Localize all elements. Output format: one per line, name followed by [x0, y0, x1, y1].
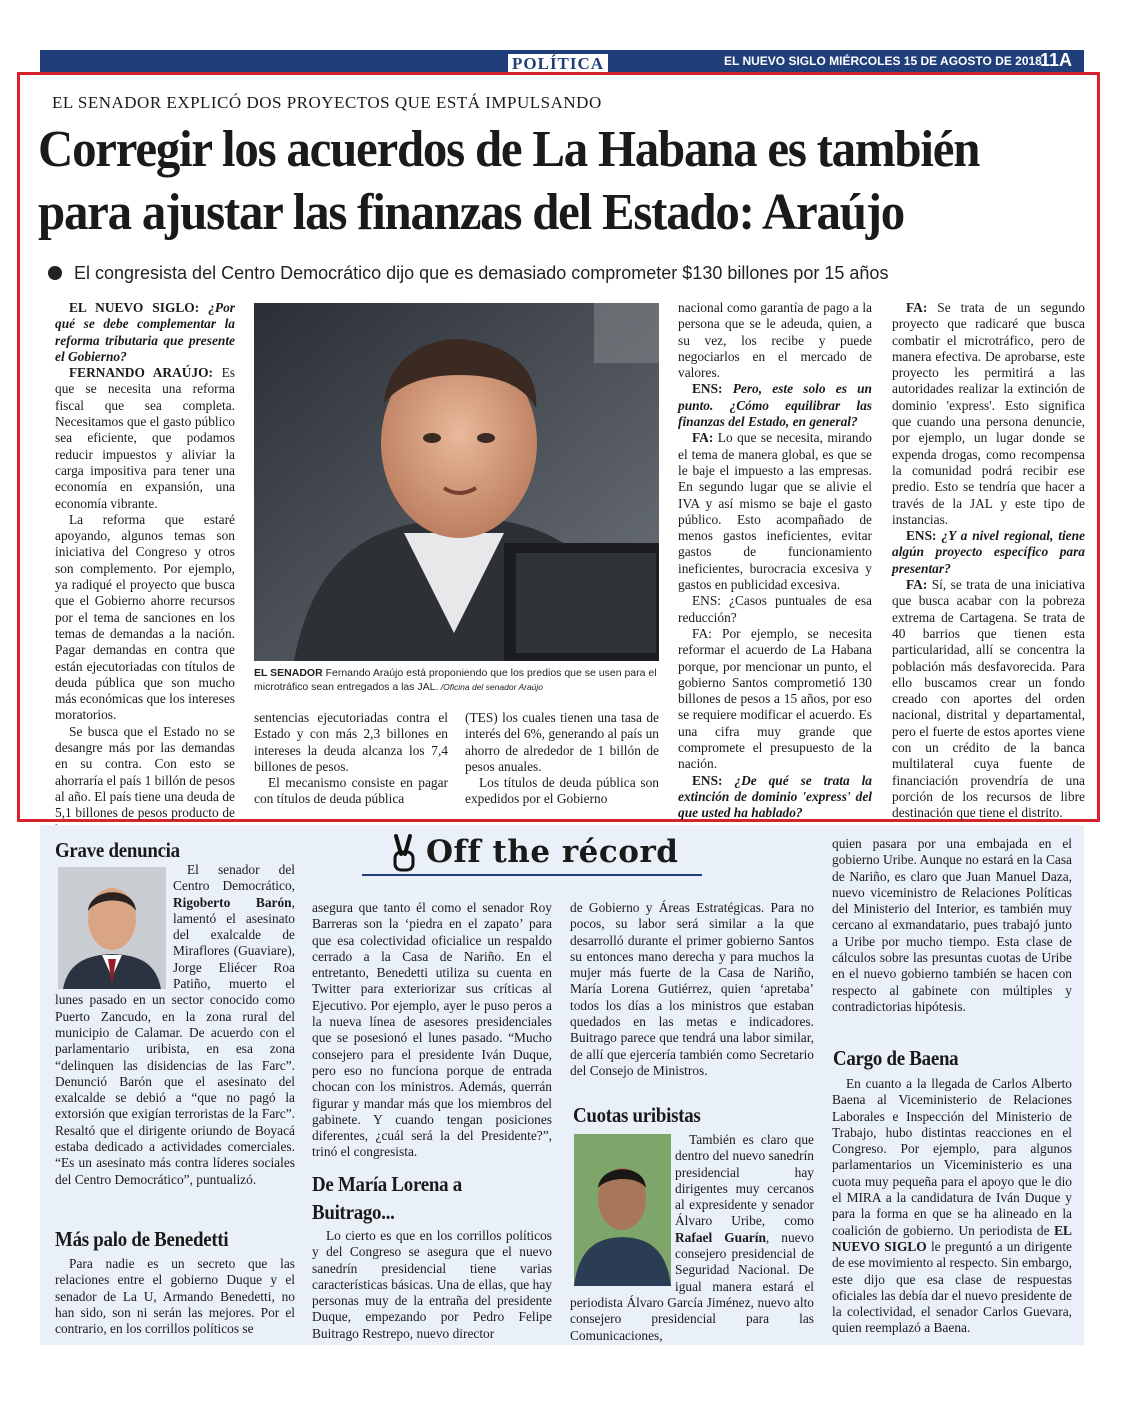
- paragraph: [55, 724, 235, 838]
- maria-lorena-body: [312, 1228, 552, 1340]
- newspaper-name: EL NUEVO SIGLO: [832, 1222, 1072, 1254]
- speaker-label: FA:: [692, 430, 718, 446]
- cuotas-uribistas-heading: Cuotas uribistas: [573, 1103, 701, 1127]
- paragraph: Lo cierto es que en los corrillos políticos y del Congreso se asegura que el nuevo sanedrín presidencial tiene varias características básicas. Una de ellas, que hay personas muy de la entraña del presidente Duque, empezando por Pedro Felipe Buitrago Restrepo, nuevo director: [312, 1228, 552, 1341]
- grave-denuncia-body: [55, 862, 295, 1187]
- paragraph: [55, 365, 235, 512]
- paragraph: de Gobierno y Áreas Estratégicas. Para no pocos, su labor será similar a la que desarrolló durante el primer gobierno Santos su entonces mano derecha y para muchos la mujer más fuerte de la Casa de Nariño, María Lorena Gutiérrez, quien ‘apretaba’ todos los días a los ministros que estaban quedados en las metas e indicadores. Buitrago parece que tendrá una labor similar, de allí que ejercería también como Secretario del Consejo de Ministros.: [570, 900, 814, 1078]
- speaker-label: FA:: [906, 577, 932, 593]
- benedetti-body-cont: [312, 900, 552, 1160]
- paragraph: (TES) los cuales tienen una tasa de interés del 6%, generando al país un ahorro de alrededor de 1 billón de pesos anuales.: [465, 710, 659, 774]
- paragraph: asegura que tanto él como el senador Roy Barreras son la ‘piedra en el zapato’ para que esa colectividad oficialice un respaldo cerrado a la Casa de Nariño. En el entretanto, Benedetti utiliza su cuenta en Twitter para exteriorizar sus críticas al Ejecutivo. Por ejemplo, ayer le puso peros a la nueva línea de asesores presidenciales que se posesionó el lunes pasado. “Mucho consejero para el presidente Iván Duque, pero eso no funciona porque de entrada chocan con los ministros. Además, querrán figurar y mandar más que los miembros del gabinete. Y cuando tengan posiciones diferentes, ¿cuál será la del Presidente?”, trinó el congresista.: [312, 900, 552, 1160]
- question: ¿Y a nivel regional, tiene algún proyecto específico para presentar?: [892, 528, 1085, 576]
- answer: Es que se necesita una reforma fiscal que sea completa. Necesitamos que el gasto público sea eficiente, que podamos reducir impuestos y aliviar la carga impositiva para tener una economía en expansión, una economía vibrante.: [55, 365, 235, 511]
- grave-denuncia-heading: Grave denuncia: [55, 838, 180, 862]
- peace-hand-icon: [390, 834, 418, 877]
- section-label: POLÍTICA: [508, 54, 608, 74]
- dateline: EL NUEVO SIGLO MIÉRCOLES 15 DE AGOSTO DE 2018: [724, 54, 1042, 68]
- paragraph: [678, 381, 872, 430]
- paragraph: [678, 626, 872, 773]
- text: En cuanto a la llegada de Carlos Alberto Baena al Viceministerio de Relaciones Laborales e Inspección del Ministerio de Trabajo, hubo distintas reacciones en el Congreso. Por ejemplo, para algunos parlamentarios un Viceministerio es una cuota muy pequeña para el apoyo que le dio el MIRA a la candidatura de Iván Duque y para la forma en que se ha alineado en la coalición de gobierno. Un periodista de: [832, 1076, 1072, 1238]
- answer: Sí, se trata de una iniciativa que busca acabar con la pobreza extrema de Cartagena. Se trata de 40 barrios que tienen esta particularidad, allí se concentra la población más desfavorecida. Para ello buscamos crear un fondo creado con aportes del orden nacional, distrital y departamental, pero el fuerte de estos aportes viene con un crédito de la banca multilateral cuya fuente de financiación provendría de una porción de los recursos de libre destinación que tiene el distrito.: [892, 577, 1085, 821]
- text: También es claro que dentro del nuevo sanedrín presidencial hay dirigentes muy cercanos al expresidente y senador Álvaro Uribe, como: [675, 1132, 814, 1229]
- answer: FA: Por ejemplo, se necesita reformar el acuerdo de La Habana porque, por mencionar un punto, el gobierno Santos comprometió 130 billones de pesos a 15 años, por eso se requiere modificar el acuerdo. Es una cifra muy grande que compromete el presupuesto de la nación.: [678, 625, 872, 772]
- answer: Se trata de un segundo proyecto que radicaré que busca combatir el microtráfico, pero de manera efectiva. De aprobarse, este proyecto les permitirá a las autoridades realizar la extinción de dominio 'express'. Esto significa que cuando una persona denuncie, por ejemplo, un lugar donde se expenda drogas, como recompensa la comunidad podrá recibir ese predio. Esto se tendría que hacer a través de la JAL y este tipo de instancias.: [892, 300, 1085, 527]
- text: le preguntó a un dirigente de ese movimiento al respecto. Sin embargo, este dijo que esa clase de respuestas oficiales las debía dar el nuevo presidente de la colectividad, el senador Carlos Guevara, quien reemplazó a Baena.: [832, 1238, 1072, 1336]
- title-rule: [362, 874, 702, 876]
- paragraph: [832, 1076, 1072, 1337]
- benedetti-body: [55, 1256, 295, 1338]
- speaker-label: FERNANDO ARAÚJO:: [69, 365, 222, 381]
- paragraph: Los títulos de deuda pública son expedidos por el Gobierno: [465, 775, 659, 807]
- subhead: [48, 263, 888, 284]
- off-the-record-title: Off the récord: [426, 834, 679, 870]
- subhead-text: El congresista del Centro Democrático dijo que es demasiado comprometer $130 billones por 15 años: [74, 263, 889, 283]
- article-column-5: [892, 300, 1085, 821]
- caption-lead: EL SENADOR: [254, 667, 323, 679]
- page-number: 11A: [1040, 50, 1073, 70]
- answer: Se busca que el Estado no se desangre más por las demandas en su contra. Con esto se ahorraría el país 1 billón de pesos al año. El país tiene una deuda de 5,1 billones de pesos producto de: [55, 723, 235, 821]
- rafael-guarin-name: Rafael Guarín: [675, 1229, 766, 1245]
- speaker-label: FA:: [906, 300, 938, 315]
- speaker-label: ENS:: [692, 381, 733, 397]
- paragraph: Para nadie es un secreto que las relaciones entre el gobierno Duque y el senador de La U, Armando Benedetti, no han sido, son ni serán las mejores. Por el contrario, en los corrillos políticos se: [55, 1256, 295, 1337]
- paragraph: [678, 773, 872, 822]
- paragraph: [892, 577, 1085, 821]
- rigoberto-baron-name: Rigoberto Barón: [173, 894, 292, 910]
- text: , lamentó el asesinato del exalcalde de Miraflores (Guaviare), Jorge Eliécer Roa Patiño, muerto el lunes pasado en un sector conocido como Puerto Zancudo, en la zona rural del municipio de Calamar. De acuerdo con el parlamentario uribista, en esa zona “delinquen las disidencias de las Farc”. Denunció Barón que el asesinato del exalcalde se debió a “que no pagó la extorsión que exigían terroristas de la Farc”. Resaltó que el dirigente oriundo de Boyacá estaba dedicado a actividades comerciales. “Es un asesinato más contra líderes sociales del Centro Democrático”, puntualizó.: [55, 894, 295, 1187]
- bullet-icon: [48, 266, 62, 280]
- paragraph: [892, 528, 1085, 577]
- article-column-3: [465, 710, 659, 810]
- caption-text: Fernando Araújo está proponiendo que los predios que se usen para el microtráfico sean entregados a las JAL.: [254, 667, 657, 693]
- benedetti-heading: Más palo de Benedetti: [55, 1227, 229, 1251]
- answer: nacional como garantía de pago a la persona que se le adeuda, quien, a su vez, los recibe y puede negociarlos en el mercado de valores.: [678, 300, 872, 381]
- speaker-label: EL NUEVO SIGLO:: [69, 300, 209, 315]
- paragraph: [678, 300, 872, 381]
- article-column-2: [254, 710, 448, 810]
- kicker: EL SENADOR EXPLICÓ DOS PROYECTOS QUE ESTÁ IMPULSANDO: [52, 93, 602, 112]
- cargo-baena-heading: Cargo de Baena: [833, 1046, 959, 1070]
- cuotas-uribistas-body: [570, 1132, 814, 1342]
- cuotas-uribistas-body-cont: [832, 836, 1072, 1036]
- article-column-4: [678, 300, 872, 821]
- answer: La reforma que estaré apoyando, algunos temas son iniciativa del Congreso y otros son complemento. Por ejemplo, ya radiqué el proyecto que busca que el Gobierno ahorre recursos por el tema de sanciones en los temas de demandas a la nación. Pagar demandas en contra que están ejecutoriadas con títulos de deuda pública que son mucho más económicas que los intereses moratorios.: [55, 511, 235, 723]
- paragraph: El mecanismo consiste en pagar con títulos de deuda pública: [254, 775, 448, 807]
- photo-caption: [254, 666, 659, 694]
- text: El senador del Centro Democrático,: [173, 862, 295, 894]
- paragraph: [678, 593, 872, 626]
- paragraph: [892, 300, 1085, 528]
- paragraph: [678, 430, 872, 593]
- paragraph: sentencias ejecutoriadas contra el Estado y con más 2,3 billones en intereses la deuda alcanza los 7,4 billones de pesos.: [254, 710, 448, 774]
- speaker-label: ENS:: [906, 528, 942, 544]
- article-column-1: [55, 300, 235, 821]
- question: ¿Por qué se debe complementar la reforma tributaria que presente el Gobierno?: [55, 300, 235, 364]
- paragraph: [55, 300, 235, 365]
- question: ¿De qué se trata la extinción de dominio 'express' del que usted ha hablado?: [678, 772, 872, 821]
- question: Pero, este solo es un punto. ¿Cómo equilibrar las finanzas del Estado, en general?: [678, 381, 872, 430]
- paragraph: quien pasara por una embajada en el gobierno Uribe. Aunque no estará en la Casa de Nariño, es claro que Juan Manuel Daza, nuevo viceministro de Relaciones Políticas del Ministerio del Interior, es también muy cercano al exmandatario, pues trabajó junto a Uribe por mucho tiempo. Esta clase de cálculos sobre las presuntas cuotas de Uribe en el nuevo gobierno también se hacen con respecto al gabinete con múltiples y contradictorias hipótesis.: [832, 836, 1072, 1014]
- answer: Lo que se necesita, mirando el tema de manera global, es que se le baje el impuesto a las empresas. En segundo lugar que se alivie el IVA y así mismo se baje el gasto público. Esto acompañado de menos gastos ineficientes, evitar gastos de funcionamiento ineficientes, burocracia excesiva y gastos en publicidad excesiva.: [678, 430, 872, 593]
- maria-lorena-body-cont: [570, 900, 814, 1095]
- headline: Corregir los acuerdos de La Habana es también para ajustar las finanzas del Estado: Araújo: [38, 121, 980, 241]
- maria-lorena-heading: De María Lorena a Buitrago...: [312, 1172, 462, 1224]
- answer: ENS: ¿Casos puntuales de esa reducción?: [678, 593, 872, 625]
- senator-illustration: [254, 303, 659, 661]
- speaker-label: ENS:: [692, 772, 735, 788]
- text: , nuevo consejero presidencial de Seguridad Nacional. De igual manera estará el periodista Álvaro García Jiménez, nuevo alto consejero presidencial para las Comunicaciones,: [570, 1229, 814, 1343]
- senator-photo: [254, 303, 659, 661]
- paragraph: [55, 512, 235, 724]
- photo-credit: /Oficina del senador Araújo: [438, 682, 544, 692]
- cargo-baena-body: [832, 1076, 1072, 1341]
